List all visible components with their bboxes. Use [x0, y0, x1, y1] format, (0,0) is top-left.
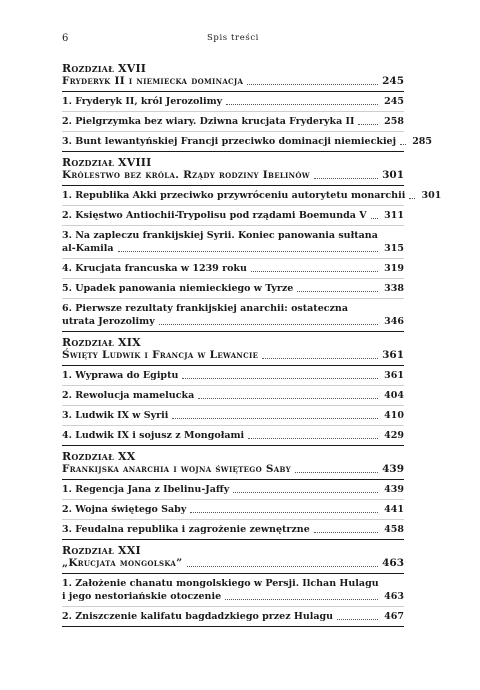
entry-title: 3. Na zapleczu frankijskiej Syrii. Koniec panowania sułtana	[62, 230, 378, 241]
chapter-page-number: 439	[382, 463, 404, 475]
entry-line	[62, 577, 404, 590]
entry-line	[62, 135, 433, 148]
entry-line	[62, 590, 404, 603]
dot-leader	[226, 104, 378, 105]
entry-title: i jego nestoriańskie otoczenie	[62, 591, 222, 602]
dot-leader	[297, 291, 378, 292]
dot-leader	[172, 418, 378, 419]
entry-page-number: 319	[384, 263, 404, 274]
entry-title: 2. Pielgrzymka bez wiary. Dziwna krucjata Fryderyka II	[62, 116, 355, 127]
chapter-heading	[62, 446, 404, 480]
toc-entry	[62, 500, 404, 520]
entry-line	[62, 523, 404, 536]
chapter-page-number: 361	[382, 349, 404, 361]
chapter-label: Rozdział XX	[62, 450, 136, 463]
chapter-heading	[62, 58, 404, 92]
entry-line	[62, 262, 404, 275]
entry-page-number: 285	[412, 136, 433, 147]
entry-page-number: 338	[384, 283, 404, 294]
entry-page-number: 301	[421, 190, 442, 201]
entry-line	[62, 483, 404, 496]
entry-title: 2. Zniszczenie kalifatu bagdadzkiego przez Hulagu	[62, 611, 334, 622]
entry-line	[62, 315, 404, 328]
entry-page-number: 245	[384, 96, 404, 107]
toc-entry	[62, 186, 442, 206]
entry-line	[62, 429, 404, 442]
table-of-contents	[62, 58, 442, 627]
entry-title: 1. Założenie chanatu mongolskiego w Persji. Ilchan Hulagu	[62, 578, 379, 589]
chapter-title-line	[62, 463, 404, 476]
chapter-page-number: 301	[382, 169, 404, 181]
entry-title: 1. Wyprawa do Egiptu	[62, 370, 179, 381]
entry-page-number: 410	[384, 410, 404, 421]
page-number: 6	[62, 33, 69, 44]
entry-page-number: 458	[384, 524, 404, 535]
toc-entry	[62, 259, 404, 279]
entry-line	[62, 282, 404, 295]
entry-title: 4. Krucjata francuska w 1239 roku	[62, 263, 247, 274]
chapter-label: Rozdział XVII	[62, 62, 147, 75]
toc-entry	[62, 299, 404, 331]
entry-page-number: 258	[384, 116, 404, 127]
entry-title: 3. Feudalna republika i zagrożenie zewnętrzne	[62, 524, 310, 535]
dot-leader	[118, 251, 378, 252]
entry-title: 5. Upadek panowania niemieckiego w Tyrze	[62, 283, 294, 294]
chapter-title: Fryderyk II i niemiecka dominacja	[62, 75, 244, 87]
entry-line	[62, 302, 404, 315]
entry-title: 3. Bunt lewantyńskiej Francji przeciwko dominacji niemieckiej	[62, 136, 397, 147]
chapter-label: Rozdział XVIII	[62, 156, 152, 169]
chapter-title: Frankijska anarchia i wojna świętego Saby	[62, 463, 291, 475]
entry-page-number: 311	[384, 210, 404, 221]
toc-entry	[62, 279, 404, 299]
dot-leader	[400, 144, 406, 145]
chapter-section	[62, 152, 442, 332]
dot-leader	[295, 472, 378, 473]
entry-title: 3. Ludwik IX w Syrii	[62, 410, 169, 421]
toc-entry	[62, 607, 404, 626]
dot-leader	[358, 124, 378, 125]
chapter-page-number: 463	[382, 557, 404, 569]
dot-leader	[182, 378, 378, 379]
chapter-heading	[62, 332, 404, 366]
toc-entry	[62, 206, 404, 226]
toc-entry	[62, 386, 404, 406]
dot-leader	[409, 198, 415, 199]
entry-line	[62, 229, 404, 242]
dot-leader	[337, 619, 378, 620]
entry-title: 2. Księstwo Antiochii-Trypolisu pod rządami Boemunda V	[62, 210, 367, 221]
chapter-title-line	[62, 349, 404, 362]
entry-page-number: 467	[384, 611, 404, 622]
chapter-section	[62, 540, 404, 627]
chapter-page-number: 245	[382, 75, 404, 87]
entry-line	[62, 209, 404, 222]
dot-leader	[187, 566, 379, 567]
dot-leader	[233, 492, 378, 493]
chapter-section	[62, 446, 404, 540]
running-title: Spis treści	[207, 33, 259, 43]
chapter-title-line	[62, 75, 404, 88]
chapter-title-line	[62, 169, 404, 182]
chapter-label: Rozdział XXI	[62, 544, 141, 557]
toc-entry	[62, 574, 404, 607]
entry-page-number: 346	[384, 316, 404, 327]
entry-title: 1. Republika Akki przeciwko przywróceniu autorytetu monarchii	[62, 190, 406, 201]
chapter-section	[62, 332, 404, 446]
dot-leader	[371, 218, 378, 219]
toc-entry	[62, 406, 404, 426]
entry-title: 2. Rewolucja mamelucka	[62, 390, 195, 401]
toc-entry	[62, 480, 404, 500]
entry-page-number: 429	[384, 430, 404, 441]
entry-title: utrata Jerozolimy	[62, 316, 155, 327]
chapter-title: „Krucjata mongolska”	[62, 557, 183, 569]
chapter-title: Królestwo bez króla. Rządy rodziny Ibelinów	[62, 169, 310, 181]
chapter-label: Rozdział XIX	[62, 336, 141, 349]
entry-title: 6. Pierwsze rezultaty frankijskiej anarchii: ostateczna	[62, 303, 348, 314]
dot-leader	[262, 358, 378, 359]
entry-page-number: 404	[384, 390, 404, 401]
entry-page-number: 315	[384, 243, 404, 254]
entry-line	[62, 242, 404, 255]
entry-page-number: 463	[384, 591, 404, 602]
chapter-title-line	[62, 557, 404, 570]
entry-title: al-Kamila	[62, 243, 114, 254]
entry-line	[62, 409, 404, 422]
toc-entry	[62, 226, 404, 259]
entry-line	[62, 115, 404, 128]
dot-leader	[190, 512, 378, 513]
chapter-section	[62, 58, 433, 152]
dot-leader	[247, 84, 378, 85]
entry-title: 1. Fryderyk II, król Jerozolimy	[62, 96, 223, 107]
entry-page-number: 441	[384, 504, 404, 515]
dot-leader	[248, 438, 378, 439]
entry-page-number: 361	[384, 370, 404, 381]
entry-line	[62, 503, 404, 516]
dot-leader	[251, 271, 378, 272]
dot-leader	[159, 324, 378, 325]
toc-entry	[62, 92, 404, 112]
dot-leader	[314, 532, 378, 533]
dot-leader	[198, 398, 378, 399]
entry-line	[62, 189, 442, 202]
entry-title: 2. Wojna świętego Saby	[62, 504, 187, 515]
dot-leader	[225, 599, 378, 600]
toc-entry	[62, 132, 433, 151]
toc-entry	[62, 520, 404, 539]
entry-line	[62, 95, 404, 108]
entry-title: 1. Regencja Jana z Ibelinu-Jaffy	[62, 484, 230, 495]
entry-page-number: 439	[384, 484, 404, 495]
entry-line	[62, 369, 404, 382]
toc-entry	[62, 112, 404, 132]
entry-line	[62, 389, 404, 402]
chapter-title: Święty Ludwik i Francja w Lewancie	[62, 349, 259, 361]
chapter-heading	[62, 540, 404, 574]
entry-title: 4. Ludwik IX i sojusz z Mongołami	[62, 430, 245, 441]
entry-line	[62, 610, 404, 623]
toc-entry	[62, 366, 404, 386]
page-header	[62, 33, 404, 47]
dot-leader	[314, 178, 378, 179]
toc-entry	[62, 426, 404, 445]
chapter-heading	[62, 152, 404, 186]
